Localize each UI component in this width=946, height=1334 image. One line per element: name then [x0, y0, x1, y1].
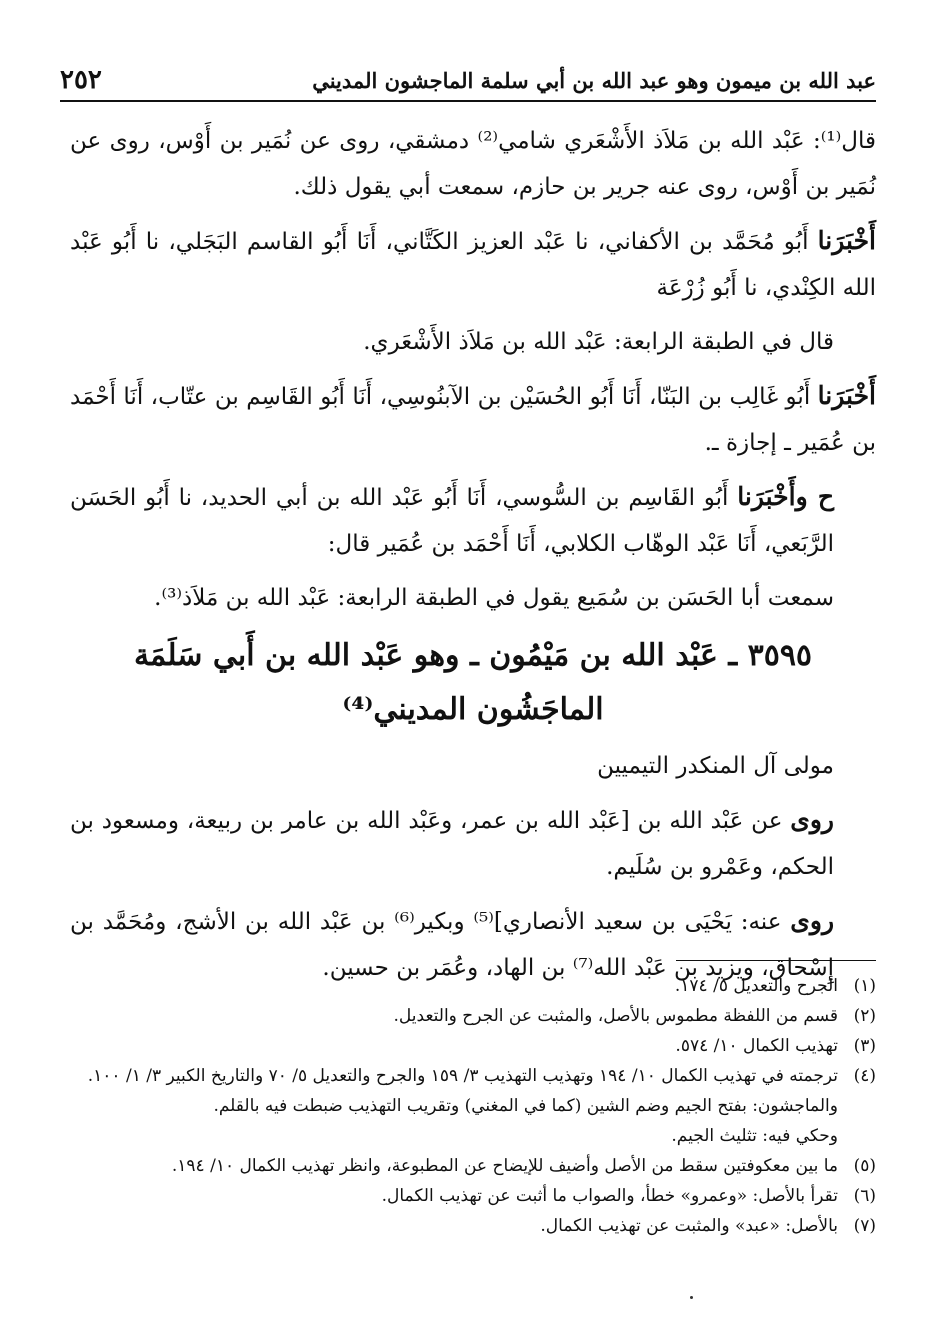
print-speck	[690, 1296, 693, 1299]
footnote-5	[70, 1151, 876, 1181]
footnote-text: بالأصل: «عبد» والمثبت عن تهذيب الكمال.	[540, 1216, 838, 1236]
paragraph-2	[70, 218, 876, 311]
paragraph-1	[70, 118, 876, 210]
footnote-6	[70, 1181, 876, 1211]
footnotes	[70, 960, 876, 1241]
footnote-4-extra-2: وحكي فيه: تثليث الجيم.	[671, 1126, 838, 1146]
footnote-1	[70, 971, 876, 1001]
footnote-2	[70, 1001, 876, 1031]
footnote-number: (٦)	[853, 1186, 876, 1206]
paragraph-9-text: عنه: يَحْيَى بن سعيد الأنصاري]⁽⁵⁾ وبكير⁽⁶⁾ بن عَبْد الله بن الأشج، ومُحَمَّد بن إِسْحاق، ويزيد بن عَبْد الله⁽⁷⁾ بن الهاد، وعُمَر بن حسين.	[70, 909, 834, 981]
paragraph-7	[70, 743, 876, 789]
paragraph-2-lead: أَخْبَرَنا	[817, 226, 876, 255]
paragraph-7-text: مولى آل المنكدر التيميين	[597, 753, 834, 779]
paragraph-4-text: أَبُو غَالِب بن البَنّا، أَنَا أَبُو الحُسَيْن بن الآبنُوسِي، أَنَا أَبُو القَاسِم بن عتّاب، أَنَا أَحْمَد بن عُمَير ـ إجازة ـ.	[70, 384, 876, 456]
main-text	[70, 118, 876, 999]
footnote-text: قسم من اللفظة مطموس بالأصل، والمثبت عن الجرح والتعديل.	[393, 1006, 838, 1026]
paragraph-6	[70, 575, 876, 621]
page-number: ٢٥٢	[60, 65, 102, 95]
footnote-number: (٢)	[853, 1006, 876, 1026]
paragraph-2-text: أَبُو مُحَمَّد بن الأكفاني، نا عَبْد العزيز الكَتَّاني، أَنَا أَبُو القاسم البَجَلي، نا أَبُو عَبْد الله الكِنْدي، نا أَبُو زُرْعَة	[70, 229, 876, 301]
footnote-text: تهذيب الكمال ١٠/ ٥٧٤.	[675, 1036, 838, 1056]
footnote-text: تقرأ بالأصل: «وعمرو» خطأ، والصواب ما أثبت عن تهذيب الكمال.	[381, 1186, 838, 1206]
footnote-number: (٤)	[853, 1066, 876, 1086]
page-header	[60, 60, 876, 102]
paragraph-8	[70, 797, 876, 890]
paragraph-4-lead: أَخْبَرَنا	[817, 381, 876, 410]
paragraph-8-lead: روى	[790, 805, 834, 834]
entry-title: ٣٥٩٥ ـ عَبْد الله بن مَيْمُون ـ وهو عَبْد الله بن أَبي سَلَمَة الماجَشُون المديني⁽⁴⁾	[133, 638, 813, 727]
footnote-7	[70, 1211, 876, 1241]
paragraph-5	[70, 474, 876, 567]
paragraph-8-text: عن عَبْد الله بن [عَبْد الله بن عمر، وعَبْد الله بن عامر بن ربيعة، ومسعود بن الحكم، وعَمْرو بن سُلَيم.	[70, 808, 834, 880]
footnote-divider	[676, 960, 876, 961]
paragraph-6-text: سمعت أبا الحَسَن بن سُمَيع يقول في الطبقة الرابعة: عَبْد الله بن مَلاَذ⁽³⁾.	[154, 585, 834, 611]
paragraph-4	[70, 373, 876, 466]
footnote-text: ترجمته في تهذيب الكمال ١٠/ ١٩٤ وتهذيب التهذيب ٣/ ١٥٩ والجرح والتعديل ٥/ ٧٠ والتاريخ الكبير ٣/ ١/ ١٠٠.	[87, 1066, 838, 1086]
footnote-text: الجرح والتعديل ٥/ ١٧٤.	[674, 976, 838, 996]
paragraph-3-text: قال في الطبقة الرابعة: عَبْد الله بن مَلاَذ الأَشْعَري.	[363, 329, 834, 355]
footnote-number: (٣)	[853, 1036, 876, 1056]
footnote-number: (٧)	[853, 1216, 876, 1236]
paragraph-9-lead: روى	[790, 906, 835, 935]
paragraph-5-lead: ح وأَخْبَرَنا	[737, 482, 834, 511]
paragraph-5-text: أَبُو القَاسِم بن السُّوسي، أَنَا أَبُو عَبْد الله بن أبي الحديد، نا أَبُو الحَسَن الرَّبَعي، أَنَا عَبْد الوهّاب الكلابي، أَنَا أَحْمَد بن عُمَير قال:	[70, 485, 834, 557]
footnote-4-extra-1: والماجشون: بفتح الجيم وضم الشين (كما في المغني) وتقريب التهذيب ضبطت فيه بالقلم.	[213, 1096, 838, 1116]
footnote-3	[70, 1031, 876, 1061]
paragraph-3	[70, 319, 876, 365]
footnote-text: ما بين معكوفتين سقط من الأصل وأضيف للإيضاح عن المطبوعة، وانظر تهذيب الكمال ١٠/ ١٩٤.	[171, 1156, 838, 1176]
footnote-4	[70, 1061, 876, 1091]
footnote-number: (٥)	[853, 1156, 876, 1176]
running-head: عبد الله بن ميمون وهو عبد الله بن أبي سلمة الماجشون المديني	[312, 67, 876, 93]
footnote-number: (١)	[853, 976, 876, 996]
paragraph-1-text: قال⁽¹⁾: عَبْد الله بن مَلاَذ الأَشْعَري شامي⁽²⁾ دمشقي، روى عن نُمَير بن أَوْس، روى عن نُمَير بن أَوْس، روى عنه جرير بن حازم، سمعت أبي يقول ذلك.	[70, 128, 877, 200]
